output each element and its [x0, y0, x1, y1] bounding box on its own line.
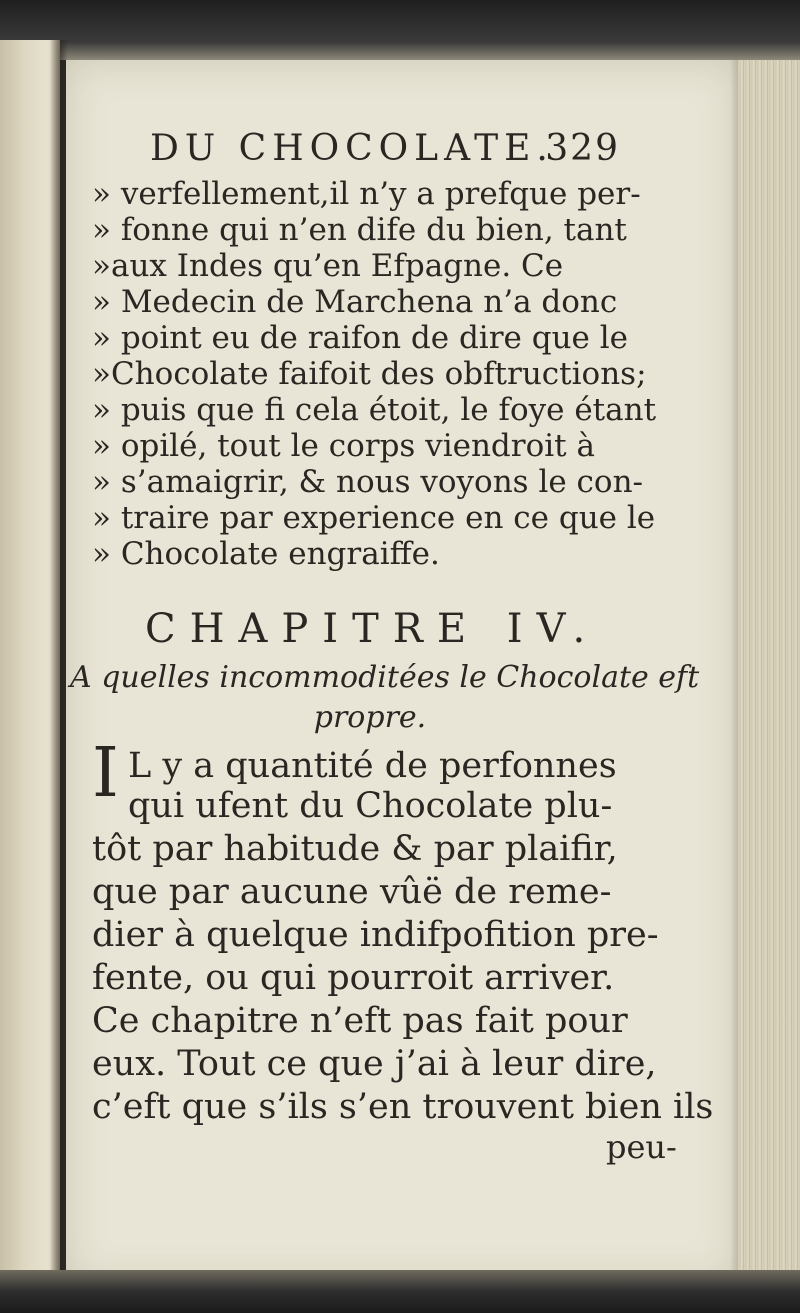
- body-line: dier à quelque indifpofition pre-: [92, 915, 659, 955]
- quote-line: » s’amaigrir, & nous voyons le con-: [92, 464, 644, 500]
- quote-line: » opilé, tout le corps viendroit à: [92, 428, 595, 464]
- quote-line: » Medecin de Marchena n’a donc: [92, 284, 618, 320]
- body-line: c’eft que s’ils s’en trouvent bien ils: [92, 1087, 714, 1127]
- quote-line: » point eu de raifon de dire que le: [92, 320, 628, 356]
- running-head-title: DU CHOCOLATE.: [150, 128, 554, 169]
- page-number: 329: [545, 128, 620, 169]
- right-page-stack: [738, 60, 800, 1285]
- body-line: Ce chapitre n’eft pas fait pour: [92, 1001, 628, 1041]
- quote-line: »aux Indes qu’en Efpagne. Ce: [92, 248, 564, 284]
- drop-cap: I: [92, 734, 119, 813]
- quote-line: » traire par experience en ce que le: [92, 500, 656, 536]
- chapter-subtitle-line1: A quelles incommoditées le Chocolate eft: [70, 660, 700, 695]
- quote-line: » puis que fi cela étoit, le foye étant: [92, 392, 657, 428]
- catchword: peu-: [606, 1128, 677, 1166]
- scan-bottom-border: [0, 1270, 800, 1313]
- body-line: que par aucune vûë de reme-: [92, 872, 612, 912]
- quote-line: » fonne qui n’en dife du bien, tant: [92, 212, 627, 248]
- quote-line: » Chocolate engraiffe.: [92, 536, 440, 572]
- scan-top-border: [0, 0, 800, 60]
- chapter-subtitle-line2: propre.: [313, 700, 427, 735]
- quote-line: » verfellement,il n’y a prefque per-: [92, 176, 641, 212]
- body-line: qui ufent du Chocolate plu-: [128, 786, 613, 826]
- chapter-title: CHAPITRE IV.: [145, 606, 600, 652]
- running-head: [150, 128, 620, 172]
- body-line: fente, ou qui pourroit arriver.: [92, 958, 615, 998]
- body-line: tôt par habitude & par plaifir,: [92, 829, 618, 869]
- quote-line: »Chocolate faifoit des obftructions;: [92, 356, 647, 392]
- body-line: L y a quantité de perfonnes: [128, 746, 617, 786]
- body-line: eux. Tout ce que j’ai à leur dire,: [92, 1044, 657, 1084]
